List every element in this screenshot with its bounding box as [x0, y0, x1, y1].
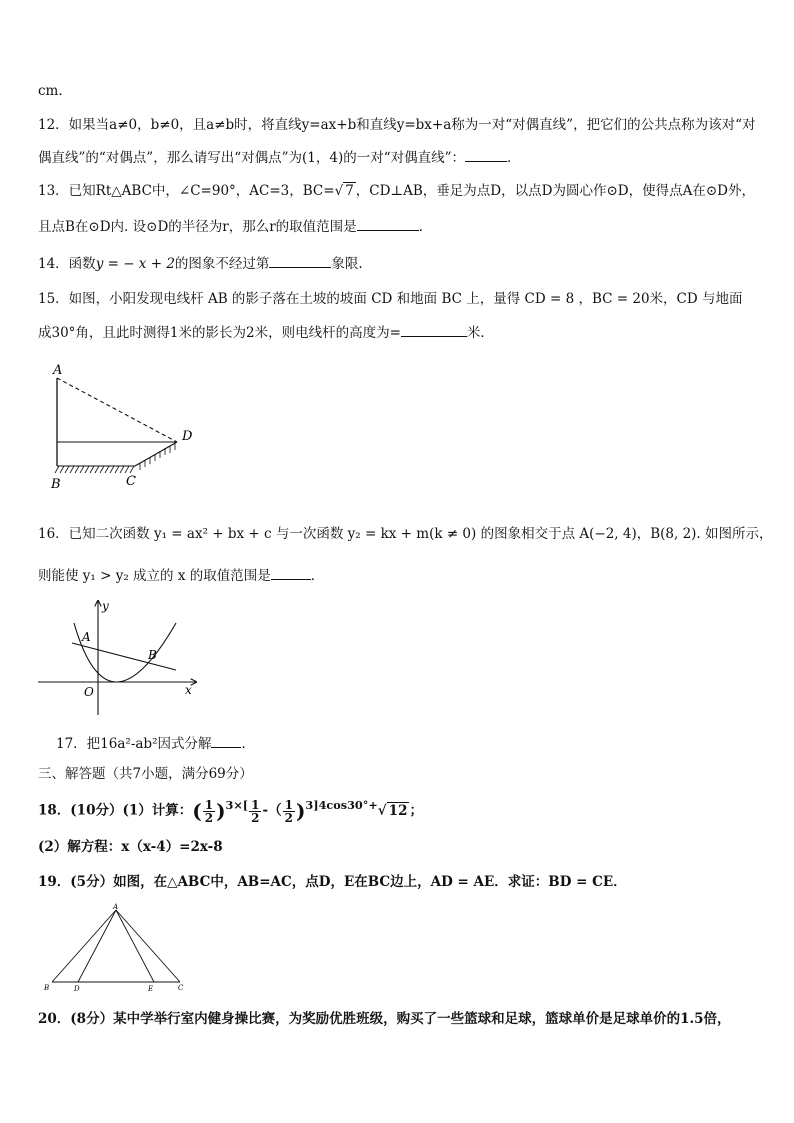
sqrt-sign: √ [334, 183, 344, 199]
section-3-heading: 三、解答题（共7小题，满分69分） [38, 766, 253, 782]
q18-radicand: 12 [388, 802, 408, 819]
q18-line2: (2）解方程：x（x-4）=2x-8 [38, 839, 223, 855]
label-b: B [44, 984, 50, 992]
label-a: A [82, 630, 91, 644]
q18-end: ； [409, 802, 423, 819]
q14-answer-blank[interactable] [269, 254, 331, 268]
q13-line2 [38, 217, 432, 236]
line-cm: cm． [38, 83, 72, 99]
label-b: B [148, 648, 157, 662]
slope-cd [135, 442, 177, 466]
q15-line1: 15．如图，小阳发现电线杆 AB 的影子落在土坡的坡面 CD 和地面 BC 上，量得 CD = 8 ，BC = 20米，CD 与地面 [38, 291, 743, 307]
sqrt-sign: √ [377, 802, 387, 819]
q16-answer-blank[interactable] [271, 566, 311, 580]
fraction-2: $\frac{1}{2}$ [251, 797, 260, 825]
label-o: O [84, 685, 94, 699]
sun-ray-dashed [57, 378, 177, 442]
q18-part: 3×[ [225, 798, 249, 812]
paren-close-2: ) [295, 799, 306, 823]
q14-text-a: 14．函数 [38, 256, 96, 272]
q18-line1 [38, 796, 423, 824]
q14-text-c: 象限. [331, 256, 363, 272]
fraction-1: $\frac{1}{2}$ [204, 797, 214, 825]
label-d: D [182, 429, 193, 444]
q19-line: 19．(5分）如图，在△ABC中，AB=AC，点D，E在BC边上，AD = AE．求证：BD = CE． [38, 874, 627, 890]
label-a: A [53, 363, 63, 378]
label-x: x [185, 683, 192, 697]
q12-end: ． [507, 150, 521, 166]
q14-line [38, 254, 363, 273]
paren-close: ) [216, 799, 226, 823]
q15-answer-blank[interactable] [401, 323, 467, 337]
q15-text: 成30°角，且此时测得1米的影长为2米，则电线杆的高度为= [38, 325, 401, 341]
figure-15-pole-shadow [40, 360, 220, 495]
q13-radicand: 7 [345, 183, 354, 199]
q13-text-c: 且点B在⊙D内. 设⊙D的半径为r，那么r的取值范围是 [38, 219, 357, 235]
fraction-3: $\frac{1}{2}$ [284, 797, 293, 825]
q18-text: 18．(10分）(1）计算： [38, 802, 193, 819]
label-b: B [51, 477, 61, 492]
q14-text-b: 的图象不经过第 [174, 256, 270, 272]
q13-text-a: 13．已知Rt△ABC中，∠C=90°，AC=3，BC= [38, 183, 335, 199]
q16-end: ． [310, 568, 325, 584]
figure-19-triangle [38, 902, 188, 996]
q17-end: ． [241, 736, 255, 752]
q15-end: 米． [466, 325, 494, 341]
label-c: C [178, 984, 184, 992]
q16-text: 则能使 y₁ > y₂ 成立的 x 的取值范围是 [38, 568, 271, 584]
q12-text: 偶直线”的“对偶点”，那么请写出“对偶点”为(1，4)的一对“对偶直线”： [38, 150, 466, 166]
q17-text: 17．把16a²-ab²因式分解 [56, 736, 212, 752]
ground-hatching [55, 443, 175, 473]
label-c: C [126, 474, 136, 489]
q16-line1: 16．已知二次函数 y₁ = ax² + bx + c 与一次函数 y₂ = kx + m(k ≠ 0) 的图象相交于点 A(−2, 4)，B(8, 2). 如图所示， [38, 526, 773, 542]
q18-part-2: 3]4cos30°+ [305, 798, 378, 812]
paren-open: ( [192, 799, 202, 823]
q13-line1 [38, 182, 755, 200]
figure-16-graph [36, 595, 201, 720]
label-y: y [102, 599, 109, 613]
q12-answer-blank[interactable] [465, 148, 507, 162]
q15-line2 [38, 323, 494, 342]
q13-end: ． [418, 219, 433, 235]
q13-text-b: ，CD⊥AB，垂足为点D，以点D为圆心作⊙D，使得点A在⊙D外， [355, 183, 755, 199]
q13-answer-blank[interactable] [357, 217, 419, 231]
q17-answer-blank[interactable] [211, 734, 241, 748]
q16-line2 [38, 566, 324, 585]
label-d: D [74, 985, 80, 993]
q20-line: 20．(8分）某中学举行室内健身操比赛，为奖励优胜班级，购买了一些篮球和足球，篮球单价是足球单价的1.5倍， [38, 1011, 731, 1027]
q12-line1: 12．如果当a≠0，b≠0，且a≠b时，将直线y=ax+b和直线y=bx+a称为一对“对偶直线”，把它们的公共点称为该对“对 [38, 117, 756, 133]
q14-function: y = − x + 2 [95, 256, 175, 272]
label-e: E [148, 985, 154, 993]
q18-minus: -（ [262, 802, 282, 819]
q12-line2 [38, 148, 521, 167]
q17-line [56, 734, 255, 753]
label-a: A [113, 903, 119, 911]
